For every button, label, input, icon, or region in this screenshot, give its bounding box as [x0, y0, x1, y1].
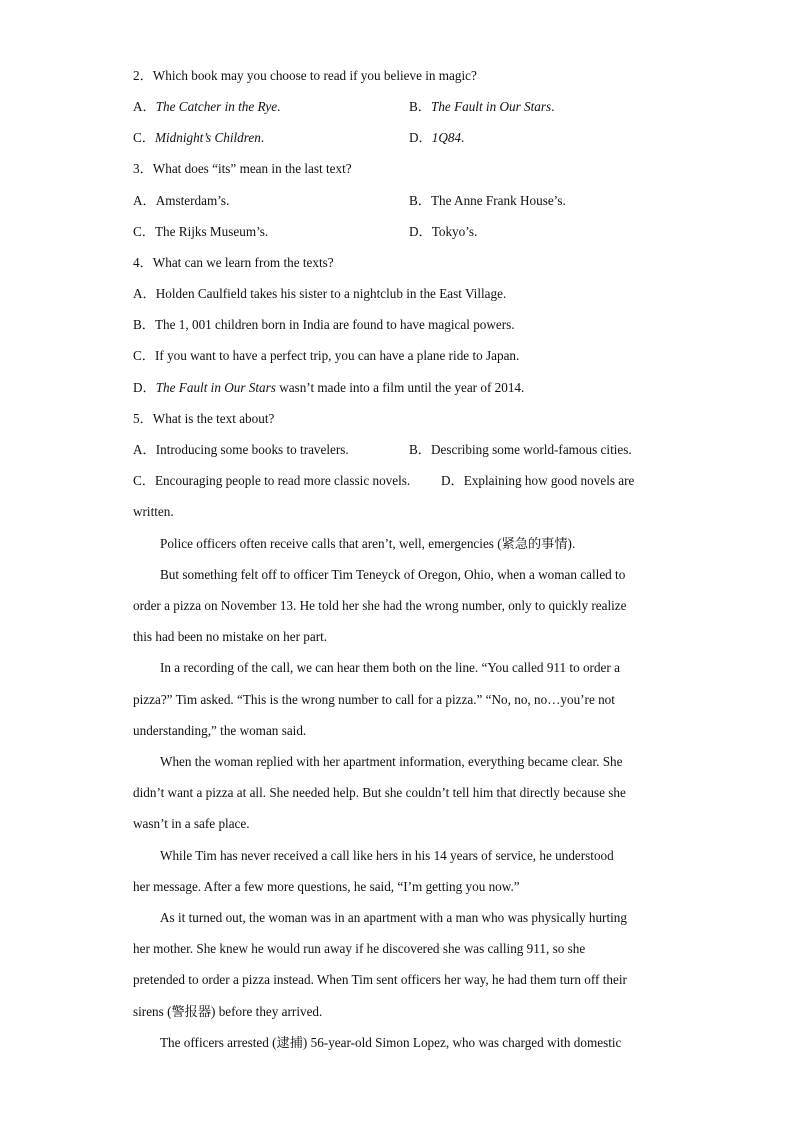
- passage-line: her message. After a few more questions, he said, “I’m getting you now.”: [133, 879, 520, 894]
- passage-line: understanding,” the woman said.: [133, 723, 307, 738]
- passage-line: While Tim has never received a call like hers in his 14 years of service, he understood: [160, 848, 614, 863]
- q2-option-c: C．Midnight’s Children.: [133, 130, 265, 145]
- passage-line: order a pizza on November 13. He told her she had the wrong number, only to quickly realize: [133, 598, 627, 613]
- passage-line: Police officers often receive calls that aren’t, well, emergencies (紧急的事情).: [160, 536, 576, 551]
- q3-option-d: D．Tokyo’s.: [409, 224, 478, 239]
- q3-option-a: A．Amsterdam’s.: [133, 193, 230, 208]
- passage-line: As it turned out, the woman was in an apartment with a man who was physically hurting: [160, 910, 627, 925]
- q5-option-c: C．Encouraging people to read more classic novels.: [133, 473, 411, 488]
- q3-option-b: B．The Anne Frank House’s.: [409, 193, 566, 208]
- passage-line: her mother. She knew he would run away if he discovered she was calling 911, so she: [133, 941, 586, 956]
- passage-line: When the woman replied with her apartment information, everything became clear. She: [160, 754, 623, 769]
- q4-option-a: A．Holden Caulfield takes his sister to a nightclub in the East Village.: [133, 286, 507, 301]
- book-title: The Fault in Our Stars: [430, 99, 552, 114]
- question-5-stem: 5．What is the text about?: [133, 411, 275, 426]
- question-4-stem: 4．What can we learn from the texts?: [133, 255, 334, 270]
- book-title: 1Q84: [431, 130, 462, 145]
- q4-option-d: D．The Fault in Our Stars wasn’t made into a film until the year of 2014.: [133, 380, 525, 395]
- passage-line: pretended to order a pizza instead. When Tim sent officers her way, he had them turn off their: [133, 972, 627, 987]
- q4-option-b: B．The 1, 001 children born in India are found to have magical powers.: [133, 317, 515, 332]
- question-3-stem: 3．What does “its” mean in the last text?: [133, 161, 352, 176]
- question-2-stem: 2．Which book may you choose to read if you believe in magic?: [133, 68, 477, 83]
- passage-line: But something felt off to officer Tim Teneyck of Oregon, Ohio, when a woman called to: [160, 567, 626, 582]
- book-title: The Catcher in the Rye: [155, 99, 278, 114]
- q5-option-b: B．Describing some world-famous cities.: [409, 442, 632, 457]
- q3-option-c: C．The Rijks Museum’s.: [133, 224, 269, 239]
- passage-line: In a recording of the call, we can hear them both on the line. “You called 911 to order a: [160, 660, 620, 675]
- q5-option-a: A．Introducing some books to travelers.: [133, 442, 349, 457]
- book-title: Midnight’s Children: [154, 130, 261, 145]
- passage-line: pizza?” Tim asked. “This is the wrong number to call for a pizza.” “No, no, no…you’re not: [133, 692, 615, 707]
- q2-option-d: D．1Q84.: [409, 130, 465, 145]
- q5-option-d-continuation: written.: [133, 504, 174, 519]
- q2-option-a: A．The Catcher in the Rye.: [133, 99, 281, 114]
- passage-line: The officers arrested (逮捕) 56-year-old Simon Lopez, who was charged with domestic: [160, 1035, 622, 1050]
- passage-line: sirens (警报器) before they arrived.: [133, 1004, 323, 1019]
- q5-option-d: D．Explaining how good novels are: [441, 473, 635, 488]
- passage-line: this had been no mistake on her part.: [133, 629, 328, 644]
- passage-line: didn’t want a pizza at all. She needed help. But she couldn’t tell him that directly because she: [133, 785, 626, 800]
- q4-option-c: C．If you want to have a perfect trip, you can have a plane ride to Japan.: [133, 348, 520, 363]
- q2-option-b: B．The Fault in Our Stars.: [409, 99, 555, 114]
- book-title: The Fault in Our Stars: [155, 380, 276, 395]
- passage-line: wasn’t in a safe place.: [133, 816, 250, 831]
